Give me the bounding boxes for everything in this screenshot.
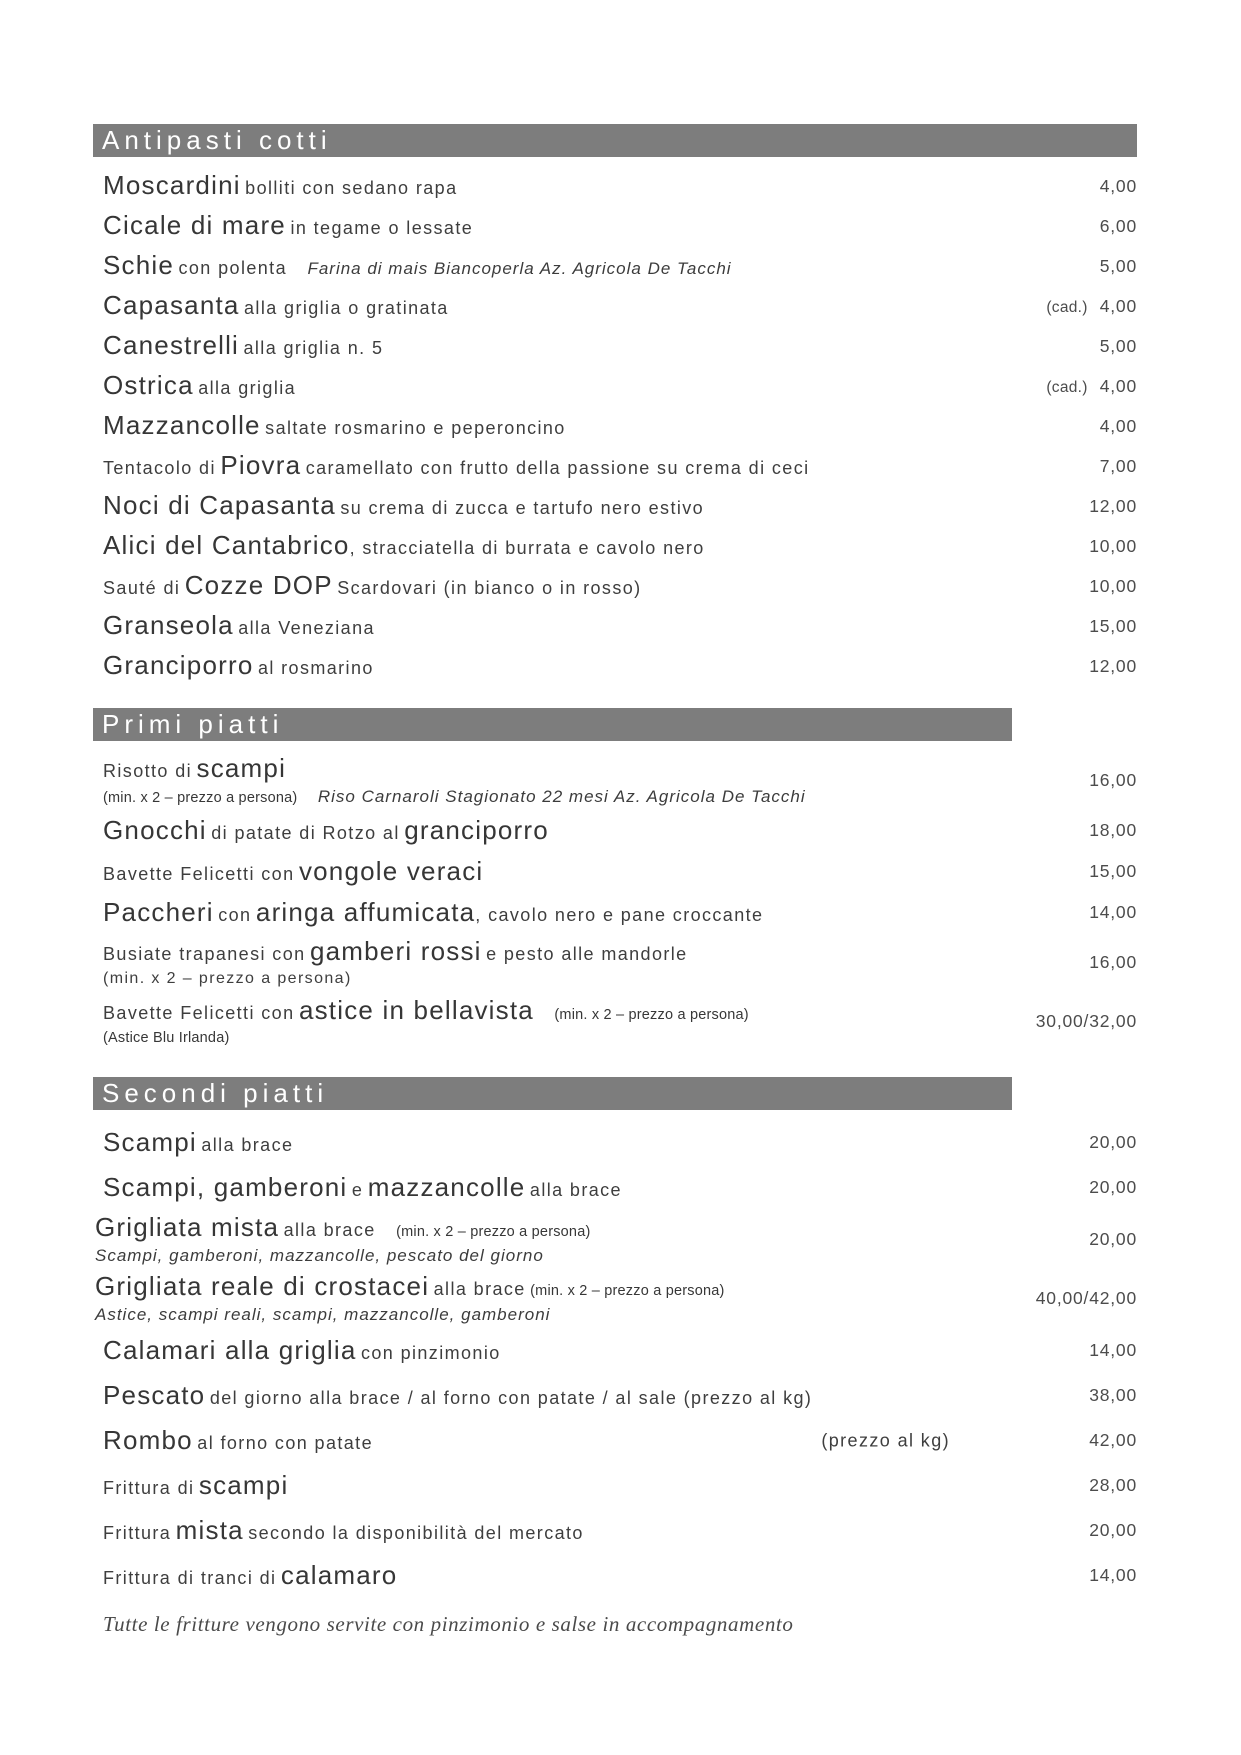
item-text	[103, 1471, 1079, 1500]
item-text	[103, 411, 1090, 440]
item-text-part: alla brace	[283, 1220, 376, 1241]
item-text-part: Grigliata mista	[95, 1212, 280, 1243]
item-price: 12,00	[1089, 495, 1137, 516]
item-text	[103, 1516, 1079, 1545]
item-text-part: Sauté di	[103, 578, 181, 599]
item-line	[103, 754, 1069, 783]
item-text-part: (min. x 2 – prezzo a persona)	[396, 1224, 591, 1241]
menu-item-row	[93, 246, 1137, 286]
menu-section	[93, 708, 1137, 1051]
menu-item-row	[93, 486, 1137, 526]
menu-item-row	[93, 810, 1137, 851]
item-text-part: Tentacolo di	[103, 458, 216, 479]
item-text	[103, 1381, 1079, 1410]
price-cell	[1089, 576, 1137, 597]
menu-item-row	[93, 1269, 1137, 1328]
item-text	[103, 371, 1036, 400]
item-line	[103, 816, 1069, 845]
item-text	[103, 291, 1036, 320]
item-text-part: Frittura di tranci di	[103, 1567, 277, 1588]
item-text-part: Bavette Felicetti con	[103, 1003, 295, 1024]
item-text-part: mazzancolle	[367, 1171, 526, 1202]
item-text-part: Busiate trapanesi con	[103, 944, 306, 965]
price-cell	[1100, 456, 1137, 477]
item-text-part: Scampi	[103, 1126, 197, 1157]
item-line	[103, 1471, 1069, 1500]
item-text-part: Scampi, gamberoni	[103, 1171, 348, 1202]
item-text-part: con pinzimonio	[360, 1342, 501, 1363]
item-price: 20,00	[1089, 1132, 1137, 1152]
item-text-part: saltate rosmarino e peperoncino	[265, 418, 566, 439]
item-line	[103, 1173, 1069, 1202]
item-text-part: Grigliata reale di crostacei	[95, 1271, 430, 1302]
section-header-bar	[93, 708, 1012, 741]
menu-item-row	[93, 892, 1137, 933]
menu-item-row	[93, 326, 1137, 366]
menu-item-row	[93, 366, 1137, 406]
item-text	[103, 251, 1090, 280]
section-title: Primi piatti	[102, 709, 284, 739]
price-cell	[1100, 216, 1137, 237]
item-price: 28,00	[1089, 1475, 1137, 1495]
price-cell	[1089, 656, 1137, 677]
item-text-part: Scampi, gamberoni, mazzancolle, pescato del giorno	[95, 1245, 544, 1265]
item-text	[103, 211, 1090, 240]
menu-item-row	[93, 206, 1137, 246]
per-piece-label: (cad.)	[1046, 298, 1088, 316]
item-price: 14,00	[1089, 902, 1137, 922]
price-cell	[1089, 536, 1137, 557]
item-text-part: alla brace	[201, 1134, 294, 1155]
item-line	[103, 1561, 1069, 1590]
menu-item-row	[93, 606, 1137, 646]
item-line	[103, 331, 1080, 360]
item-text-part: Farina di mais Biancoperla Az. Agricola De Tacchi	[307, 259, 732, 279]
item-text-part: Ostrica	[103, 370, 194, 401]
item-text	[103, 331, 1090, 360]
item-text-part: (min. x 2 – prezzo a persona)	[554, 1007, 749, 1024]
item-text-part: Granciporro	[103, 650, 254, 681]
item-text	[103, 816, 1079, 845]
item-price: 20,00	[1089, 1520, 1137, 1540]
item-price: 38,00	[1089, 1385, 1137, 1405]
price-cell	[1089, 1565, 1137, 1586]
item-text-part: Cozze DOP	[184, 570, 333, 601]
item-price: 4,00	[1099, 295, 1137, 316]
item-price: 10,00	[1089, 535, 1137, 556]
item-line	[103, 1128, 1069, 1157]
item-text-part: scampi	[198, 1469, 289, 1500]
item-price: 16,00	[1089, 770, 1137, 790]
menu-item-row	[93, 1463, 1137, 1508]
menu-item-row	[93, 1120, 1137, 1165]
item-line	[103, 1516, 1069, 1545]
item-price: 15,00	[1089, 615, 1137, 636]
item-text-part: , stracciatella di burrata e cavolo nero	[349, 538, 705, 559]
item-text-part: e pesto alle mandorle	[486, 944, 688, 965]
item-text-part: Calamari alla griglia	[103, 1334, 357, 1365]
section-title: Antipasti cotti	[102, 125, 332, 155]
item-price: 7,00	[1099, 455, 1137, 476]
menu-item-row	[93, 1328, 1137, 1373]
item-text-part: del giorno alla brace / al forno con patate / al sale (prezzo al kg)	[209, 1387, 813, 1408]
item-line	[103, 571, 1069, 600]
price-cell	[1089, 770, 1137, 791]
price-cell	[1089, 1520, 1137, 1541]
item-line	[103, 491, 1069, 520]
item-price: 18,00	[1089, 820, 1137, 840]
item-text	[103, 996, 1026, 1046]
item-price: 6,00	[1099, 215, 1137, 236]
item-text-part: con	[218, 904, 252, 925]
item-text-part: scampi	[196, 753, 287, 784]
item-price: 5,00	[1099, 255, 1137, 276]
menu-section	[93, 1077, 1137, 1598]
item-text-part: Canestrelli	[103, 330, 240, 361]
item-text-part: Noci di Capasanta	[103, 490, 336, 521]
item-price: 30,00/32,00	[1035, 1011, 1137, 1031]
item-text-part: Scardovari (in bianco o in rosso)	[337, 578, 642, 599]
per-piece-label: (cad.)	[1046, 378, 1088, 396]
item-text-part: , cavolo nero e pane croccante	[475, 904, 764, 925]
item-text-part: su crema di zucca e tartufo nero estivo	[340, 498, 705, 519]
menu-item-row	[93, 286, 1137, 326]
menu-item-row	[93, 1165, 1137, 1210]
item-line	[103, 787, 1069, 807]
item-text	[103, 651, 1079, 680]
item-line	[103, 996, 1016, 1025]
price-cell	[1089, 616, 1137, 637]
item-line	[103, 1029, 1016, 1047]
item-text-part: Bavette Felicetti con	[103, 863, 295, 884]
section-header-bar	[93, 124, 1137, 157]
menu-item-row	[93, 566, 1137, 606]
footer-note: Tutte le fritture vengono servite con pinzimonio e salse in accompagnamento	[103, 1612, 794, 1636]
item-text-part: Moscardini	[103, 170, 241, 201]
item-text-part: alla Veneziana	[238, 618, 375, 639]
price-unit-label: (prezzo al kg)	[821, 1430, 950, 1450]
item-text-part: Frittura	[103, 1522, 172, 1543]
price-cell	[1036, 1288, 1137, 1309]
menu-item-row	[93, 1553, 1137, 1598]
item-text-part: Gnocchi	[103, 814, 207, 845]
item-text-part: bolliti con sedano rapa	[245, 178, 458, 199]
price-cell	[1089, 1385, 1137, 1406]
price-cell	[1089, 952, 1137, 973]
price-cell	[1089, 1229, 1137, 1250]
item-line	[95, 1213, 1069, 1242]
item-text-part: in tegame o lessate	[290, 218, 474, 239]
item-text-part: Schie	[103, 250, 175, 281]
price-cell	[1089, 1132, 1137, 1153]
item-text-part: alla griglia o gratinata	[244, 298, 449, 319]
item-text	[103, 171, 1090, 200]
menu-item-row	[93, 1418, 1137, 1463]
item-text-part: (min. x 2 – prezzo a persona)	[103, 969, 352, 987]
price-cell	[1046, 296, 1137, 317]
item-line	[103, 970, 1069, 988]
price-cell	[1100, 256, 1137, 277]
item-text	[95, 1272, 1026, 1324]
item-line	[103, 411, 1080, 440]
item-text-part: Rombo	[103, 1424, 193, 1455]
price-cell	[1100, 336, 1137, 357]
menu-section	[93, 124, 1137, 686]
menu-content	[93, 124, 1137, 1637]
item-price: 15,00	[1089, 861, 1137, 881]
price-cell	[1089, 1340, 1137, 1361]
item-text-part: alla brace	[529, 1179, 622, 1200]
item-line	[103, 898, 1069, 927]
item-line	[103, 171, 1080, 200]
item-text-part: con polenta	[178, 258, 287, 279]
menu-item-row	[93, 446, 1137, 486]
item-line	[103, 531, 1069, 560]
menu-item-row	[93, 992, 1137, 1051]
item-text	[103, 1561, 1079, 1590]
menu-item-row	[93, 933, 1137, 992]
item-text-part: e	[351, 1179, 364, 1200]
menu-item-row	[93, 166, 1137, 206]
item-text-part: granciporro	[404, 814, 549, 845]
item-text-part: astice in bellavista	[298, 995, 534, 1026]
item-text-part: (min. x 2 – prezzo a persona)	[530, 1283, 725, 1300]
item-text-part: calamaro	[280, 1559, 398, 1590]
item-text	[103, 531, 1079, 560]
item-line	[103, 1381, 1069, 1410]
price-cell	[1089, 1475, 1137, 1496]
item-line	[103, 291, 1026, 320]
item-text-part: vongole veraci	[298, 855, 484, 886]
item-text-part: secondo la disponibilità del mercato	[248, 1522, 584, 1543]
item-text	[103, 898, 1079, 927]
price-cell	[1089, 496, 1137, 517]
menu-sections	[93, 124, 1137, 1598]
item-price: 20,00	[1089, 1229, 1137, 1249]
item-text-part: Granseola	[103, 610, 234, 641]
item-text	[103, 451, 1090, 480]
price-cell	[1089, 1177, 1137, 1198]
price-cell	[1100, 416, 1137, 437]
item-price: 40,00/42,00	[1035, 1288, 1137, 1308]
item-line	[95, 1246, 1069, 1266]
item-text-part: Pescato	[103, 1379, 206, 1410]
item-text-part: Astice, scampi reali, scampi, mazzancolle, gamberoni	[95, 1304, 551, 1324]
item-price: 14,00	[1089, 1565, 1137, 1585]
item-text-part: Capasanta	[103, 290, 240, 321]
item-price: 12,00	[1089, 655, 1137, 676]
item-line	[103, 451, 1080, 480]
menu-item-row	[93, 1210, 1137, 1269]
price-cell	[1089, 1430, 1137, 1451]
item-text-part: Alici del Cantabrico	[103, 530, 350, 561]
item-line	[103, 611, 1069, 640]
item-line	[103, 1336, 1069, 1365]
item-price: 4,00	[1099, 415, 1137, 436]
menu-item-row	[93, 751, 1137, 810]
item-text	[103, 937, 1079, 987]
menu-item-row	[93, 526, 1137, 566]
price-cell	[1089, 902, 1137, 923]
item-price: 4,00	[1099, 375, 1137, 396]
price-cell	[1100, 176, 1137, 197]
item-line	[103, 251, 1080, 280]
price-cell	[1036, 1011, 1137, 1032]
menu-item-row	[93, 406, 1137, 446]
item-line	[103, 937, 1069, 966]
item-line	[103, 211, 1080, 240]
item-text	[103, 1128, 1079, 1157]
item-text-part: al forno con patate	[197, 1432, 373, 1453]
item-text	[95, 1213, 1079, 1265]
item-text	[103, 1336, 1079, 1365]
item-text-part: (min. x 2 – prezzo a persona)	[103, 789, 298, 806]
menu-item-row	[93, 851, 1137, 892]
section-header-bar	[93, 1077, 1012, 1110]
item-text-part: al rosmarino	[257, 658, 374, 679]
item-line	[95, 1272, 1016, 1301]
price-cell	[1089, 820, 1137, 841]
item-text	[103, 491, 1079, 520]
item-text-part: gamberi rossi	[309, 936, 482, 967]
item-text	[103, 754, 1079, 806]
item-price: 20,00	[1089, 1177, 1137, 1197]
item-text	[103, 611, 1079, 640]
menu-item-row	[93, 1508, 1137, 1553]
item-text-part: Risotto di	[103, 761, 193, 782]
item-text-part: Piovra	[220, 450, 302, 481]
item-text-part: (Astice Blu Irlanda)	[103, 1029, 230, 1046]
section-title: Secondi piatti	[102, 1078, 329, 1108]
item-text-part: caramellato con frutto della passione su crema di ceci	[305, 458, 810, 479]
item-text-part: alla brace	[433, 1279, 526, 1300]
menu-item-row	[93, 646, 1137, 686]
item-text-part: Mazzancolle	[103, 410, 261, 441]
item-price: 10,00	[1089, 575, 1137, 596]
item-text	[103, 571, 1079, 600]
item-line	[103, 371, 1026, 400]
item-text-part: Frittura di	[103, 1477, 195, 1498]
item-line	[95, 1305, 1016, 1325]
price-cell	[1089, 861, 1137, 882]
item-price: 4,00	[1099, 175, 1137, 196]
item-text-part: Paccheri	[103, 896, 214, 927]
item-price: 14,00	[1089, 1340, 1137, 1360]
item-text-part: Riso Carnaroli Stagionato 22 mesi Az. Agricola De Tacchi	[317, 786, 806, 806]
price-cell	[1046, 376, 1137, 397]
item-text-part: alla griglia	[198, 378, 297, 399]
item-text	[103, 857, 1079, 886]
item-text-part: aringa affumicata	[255, 896, 476, 927]
item-text-part: mista	[175, 1514, 244, 1545]
item-price: 16,00	[1089, 952, 1137, 972]
item-text-part: alla griglia n. 5	[243, 338, 384, 359]
item-text	[103, 1173, 1079, 1202]
item-line	[103, 651, 1069, 680]
item-text-part: Cicale di mare	[103, 210, 286, 241]
item-text-part: di patate di Rotzo al	[211, 822, 400, 843]
item-line	[103, 857, 1069, 886]
item-price: 5,00	[1099, 335, 1137, 356]
menu-item-row	[93, 1373, 1137, 1418]
item-price: 42,00	[1089, 1430, 1137, 1450]
